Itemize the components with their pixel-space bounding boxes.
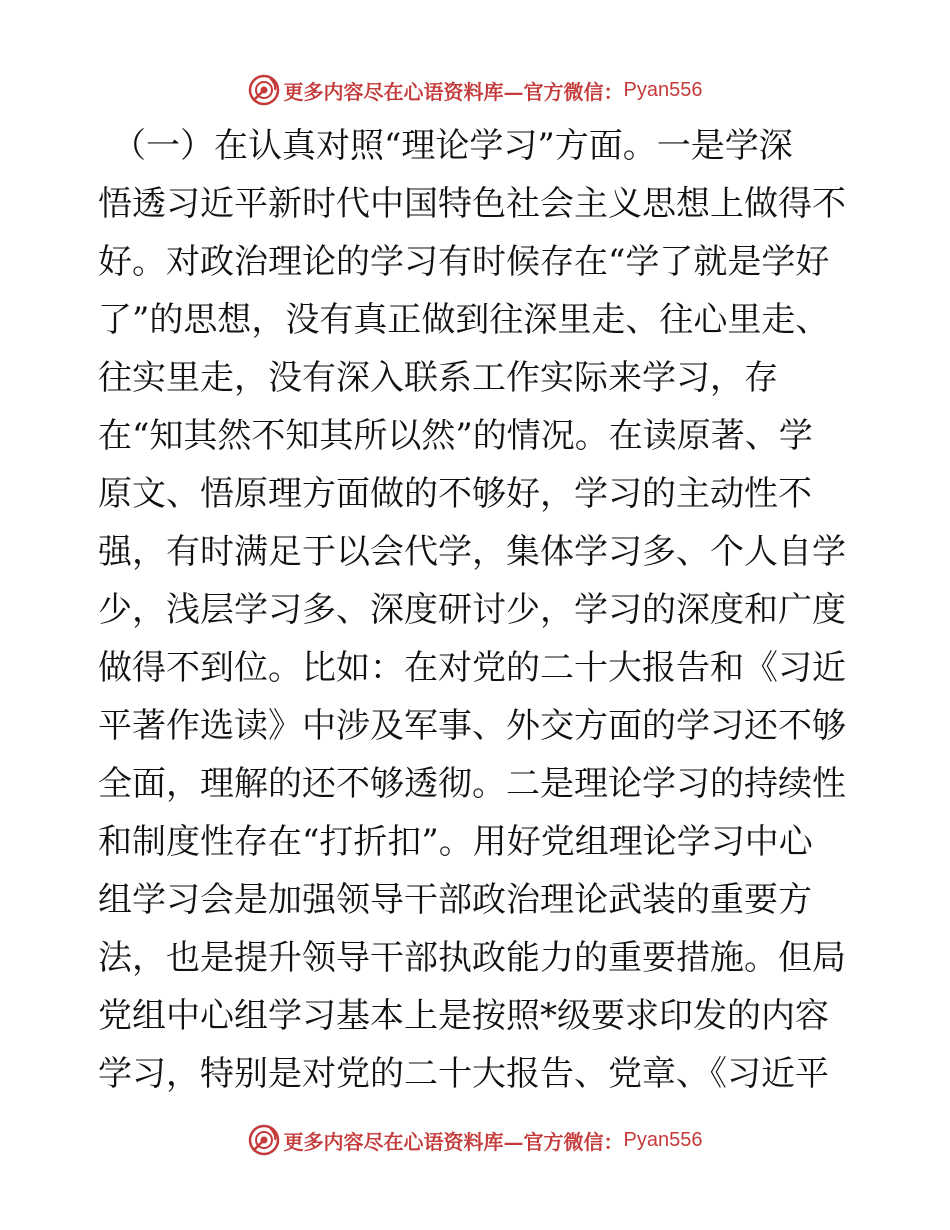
watermark-site-text: 更多内容尽在心语资料库—官方微信： (283, 79, 624, 104)
text-line: 法，也是提升领导干部执政能力的重要措施。但局 (98, 938, 846, 978)
sunflower-logo-icon (248, 74, 280, 106)
text-line: 组学习会是加强领导干部政治理论武装的重要方 (98, 880, 812, 920)
text-line: 少，浅层学习多、深度研讨少，学习的深度和广度 (98, 590, 846, 630)
header-watermark (0, 70, 950, 110)
text-line: 和制度性存在“打折扣”。用好党组理论学习中心 (98, 822, 813, 862)
text-line: 学习，特别是对党的二十大报告、党章、《习近平 (98, 1054, 829, 1094)
text-line: 在“知其然不知其所以然”的情况。在读原著、学 (98, 416, 813, 456)
text-line: 做得不到位。比如：在对党的二十大报告和《习近 (98, 648, 846, 688)
watermark-wechat-id: Pyan556 (623, 1128, 703, 1151)
watermark-wechat-id: Pyan556 (623, 78, 703, 101)
text-line: 了”的思想，没有真正做到往深里走、往心里走、 (98, 300, 830, 340)
footer-watermark (0, 1120, 950, 1160)
text-line: 原文、悟原理方面做的不够好，学习的主动性不 (98, 474, 812, 514)
text-line: 好。对政治理论的学习有时候存在“学了就是学好 (98, 242, 830, 282)
sunflower-logo-icon (248, 1124, 280, 1156)
text-line: 强，有时满足于以会代学，集体学习多、个人自学 (98, 532, 846, 572)
watermark-site-text: 更多内容尽在心语资料库—官方微信： (283, 1129, 624, 1154)
text-line: 平著作选读》中涉及军事、外交方面的学习还不够 (98, 706, 846, 746)
text-line: 悟透习近平新时代中国特色社会主义思想上做得不 (98, 184, 846, 224)
text-line: 全面，理解的还不够透彻。二是理论学习的持续性 (98, 764, 846, 804)
text-line: 往实里走，没有深入联系工作实际来学习，存 (98, 358, 778, 398)
text-line: 党组中心组学习基本上是按照*级要求印发的内容 (98, 996, 829, 1036)
text-line: （一）在认真对照“理论学习”方面。一是学深 (112, 126, 793, 166)
